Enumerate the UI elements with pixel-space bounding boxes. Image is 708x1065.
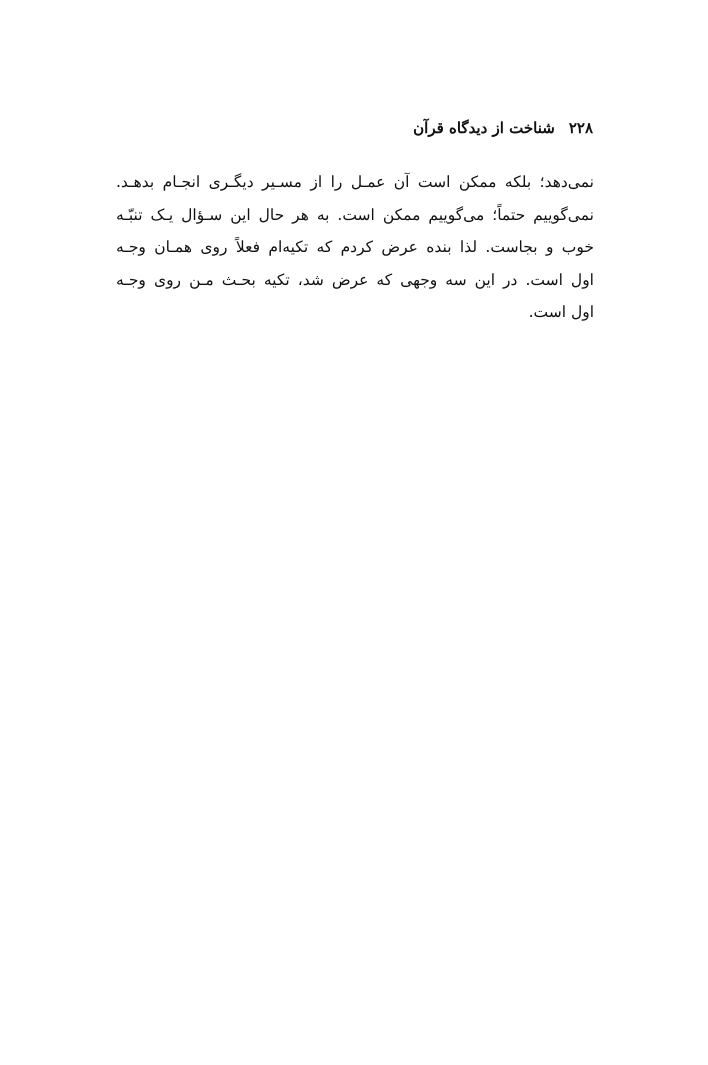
text-line: خوب و بجاست. لذا بنده عرض کردم که تکیه‌ام فعلاً روی همـان وجـه bbox=[116, 238, 594, 256]
text-line: اول است. در این سه وجهی که عرض شد، تکیه بحـث مـن روی وجـه bbox=[116, 270, 594, 289]
text-line: نمی‌دهد؛ بلکه ممکن است آن عمـل را از مسـیر دیگـری انجـام بدهـد. bbox=[116, 173, 594, 191]
text-line: اول است. bbox=[528, 303, 594, 321]
body-paragraph bbox=[116, 166, 594, 329]
running-header bbox=[413, 119, 593, 137]
text-line: نمی‌گوییم حتماً؛ می‌گوییم ممکن است. به هر حال این سـؤال یـک تنبّـه bbox=[116, 205, 594, 224]
page-number: ۲۲۸ bbox=[568, 119, 593, 137]
book-title: شناخت از دیدگاه قرآن bbox=[413, 119, 555, 137]
